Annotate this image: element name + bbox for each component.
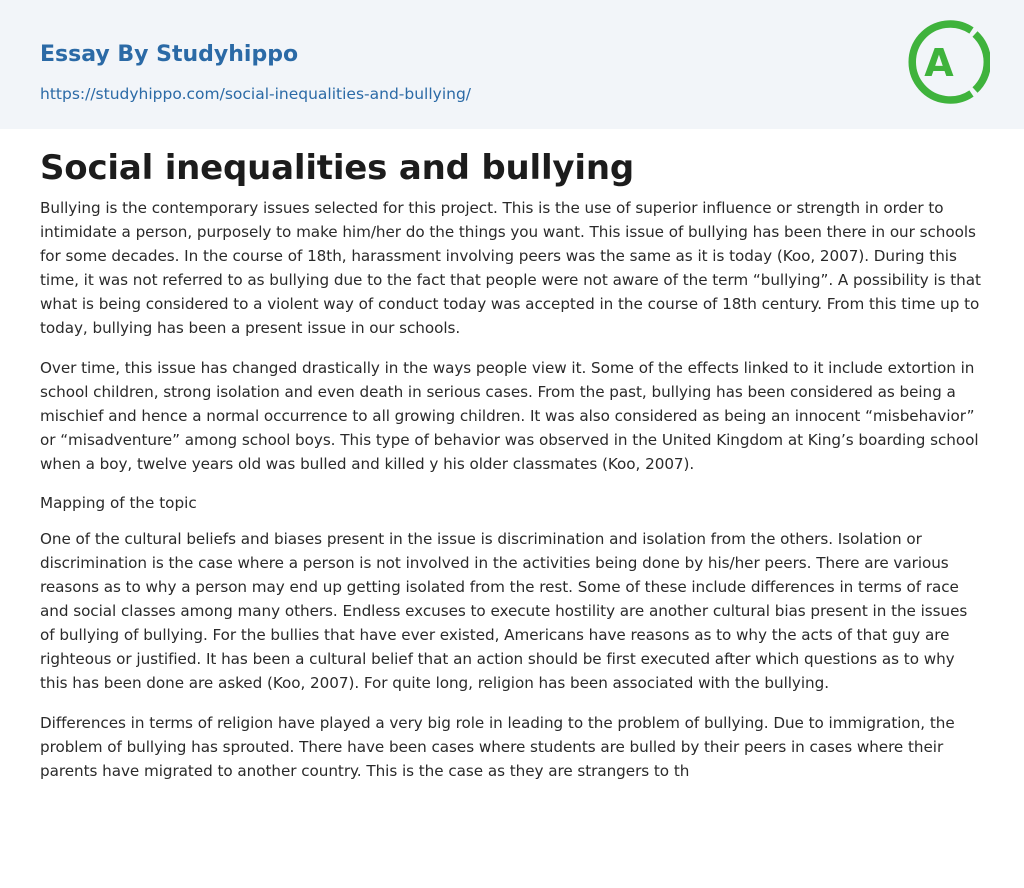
section-heading: Mapping of the topic [40,494,197,512]
article [40,146,984,799]
studyhippo-logo-icon[interactable] [904,18,990,106]
article-paragraph: Bullying is the contemporary issues selected for this project. This is the use of superior influence or strength in order to intimidate a person, purposely to make him/her do the things you want. This issue of bullying has been there in our schools for some decades. In the course of 18th, harassment involving peers was the same as it is today (Koo, 2007). During this time, it was not referred to as bullying due to the fact that people were not aware of the term “bullying”. A possibility is that what is being considered to a violent way of conduct today was accepted in the course of 18th century. From this time up to today, bullying has been a present issue in our schools. [40,199,981,337]
source-url-link[interactable]: https://studyhippo.com/social-inequalities-and-bullying/ [40,85,472,103]
logo-letter: A [924,41,954,85]
article-paragraph: Differences in terms of religion have played a very big role in leading to the problem of bullying. Due to immigration, the problem of bullying has sprouted. There have been cases where students are bulled by their peers in cases where their parents have migrated to another country. This is the case as they are strangers to th [40,714,955,780]
article-paragraph: Over time, this issue has changed drastically in the ways people view it. Some of the effects linked to it include extortion in school children, strong isolation and even death in serious cases. From the past, bullying has been considered as being a mischief and hence a normal occurrence to all growing children. It was also considered as being an innocent “misbehavior” or “misadventure” among school boys. This type of behavior was observed in the United Kingdom at King’s boarding school when a boy, twelve years old was bulled and killed y his older classmates (Koo, 2007). [40,359,979,473]
article-paragraph: One of the cultural beliefs and biases present in the issue is discrimination and isolation from the others. Isolation or discrimination is the case where a person is not involved in the activities being done by his/her peers. There are various reasons as to why a person may end up getting isolated from the rest. Some of these include differences in terms of race and social classes among many others. Endless excuses to execute hostility are another cultural bias present in the issues of bullying of bullying. For the bullies that have ever existed, Americans have reasons as to why the acts of that guy are righteous or justified. It has been a cultural belief that an action should be first executed after which questions as to why this has been done are asked (Koo, 2007). For quite long, religion has been associated with the bullying. [40,530,968,692]
site-header [0,0,1024,129]
page-title: Social inequalities and bullying [40,148,634,188]
brand-title[interactable]: Essay By Studyhippo [40,42,299,67]
